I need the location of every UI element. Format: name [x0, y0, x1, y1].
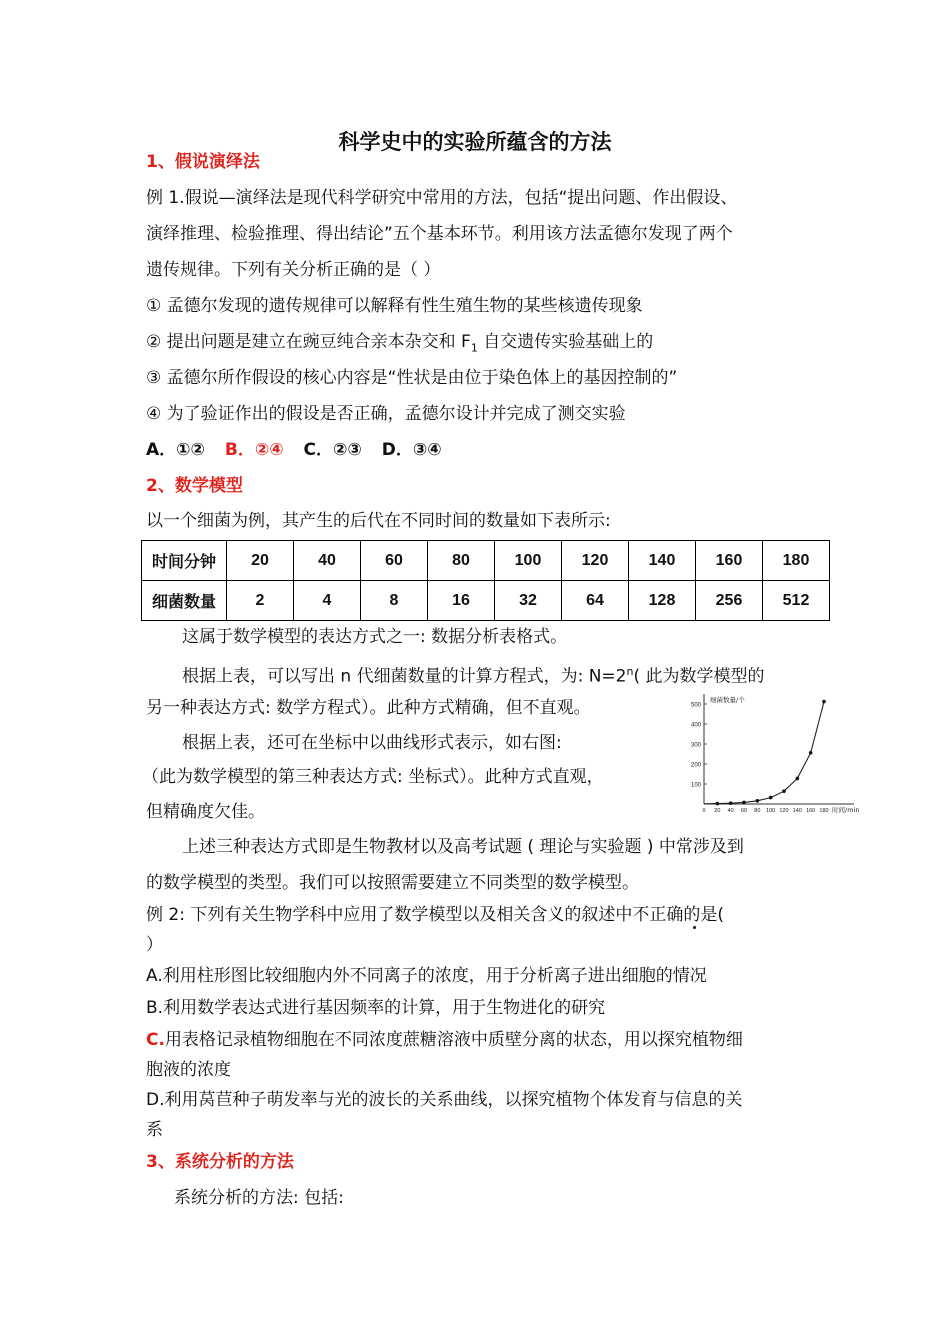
table-cell: 60	[361, 541, 428, 581]
option-d-line2: 系	[146, 1120, 163, 1140]
table-row-label: 时间分钟	[142, 541, 227, 581]
example1-line2: 演绎推理、检验推理、得出结论”五个基本环节。利用该方法孟德尔发现了两个	[146, 224, 733, 244]
option-c	[146, 1028, 743, 1052]
option-b: B.利用数学表达式进行基因频率的计算，用于生物进化的研究	[146, 998, 606, 1018]
table-cell: 120	[562, 541, 629, 581]
example2-stem-b: 正确的是(	[649, 905, 724, 925]
x-tick-label: 120	[779, 808, 789, 814]
section3-heading: 3、系统分析的方法	[146, 1152, 294, 1172]
statement-2-text-a: ② 提出问题是建立在豌豆纯合亲本杂交和 F	[146, 332, 471, 352]
growth-curve	[704, 702, 824, 804]
section3-para: 系统分析的方法: 包括:	[174, 1188, 344, 1208]
option-c-letter: C.	[146, 1030, 165, 1050]
statement-3: ③ 孟德尔所作假设的核心内容是“性状是由位于染色体上的基因控制的”	[146, 368, 678, 388]
bacteria-table	[141, 540, 830, 621]
table-row	[142, 541, 830, 581]
model-para-4-line2: 的数学模型的类型。我们可以按照需要建立不同类型的数学模型。	[146, 873, 639, 893]
data-point	[756, 799, 760, 803]
model-para-2-b: ( 此为数学模型的	[633, 666, 765, 687]
table-cell: 128	[629, 581, 696, 621]
table-cell: 2	[227, 581, 294, 621]
statement-1: ① 孟德尔发现的遗传规律可以解释有性生殖生物的某些核遗传现象	[146, 296, 643, 316]
statement-2-text-b: 自交遗传实验基础上的	[477, 332, 654, 352]
example1-line1: 例 1.假说—演绎法是现代科学研究中常用的方法，包括“提出问题、作出假设、	[146, 188, 738, 208]
answer-options	[146, 438, 442, 462]
y-axis-label: 细菌数量/个	[710, 696, 745, 704]
section1-heading: 1、假说演绎法	[146, 152, 260, 172]
x-tick-label: 0	[702, 808, 706, 814]
data-point	[716, 802, 720, 806]
data-point	[796, 777, 800, 781]
answer-b: B．②④	[224, 440, 284, 460]
x-tick-label: 180	[819, 808, 829, 814]
data-point	[729, 801, 733, 805]
y-tick-label: 200	[690, 762, 701, 769]
table-row-label: 细菌数量	[142, 581, 227, 621]
table-cell: 160	[696, 541, 763, 581]
model-para-3-line2: （此为数学模型的第三种表达方式: 坐标式）。此种方式直观，	[142, 767, 604, 787]
x-tick-label: 160	[806, 808, 816, 814]
option-a: A.利用柱形图比较细胞内外不同离子的浓度，用于分析离子进出细胞的情况	[146, 966, 707, 986]
table-cell: 100	[495, 541, 562, 581]
y-tick-label: 500	[690, 702, 701, 709]
model-para-3-line3: 但精确度欠佳。	[146, 802, 265, 822]
table-cell: 64	[562, 581, 629, 621]
data-point	[742, 801, 746, 805]
data-point	[769, 796, 773, 800]
x-tick-label: 20	[714, 808, 721, 814]
model-para-2-a: 根据上表，可以写出 n 代细菌数量的计算方程式，为: N=2	[182, 666, 627, 687]
x-tick-label: 60	[740, 808, 748, 814]
section2-intro: 以一个细菌为例，其产生的后代在不同时间的数量如下表所示:	[146, 511, 611, 531]
table-cell: 4	[294, 581, 361, 621]
table-cell: 8	[361, 581, 428, 621]
table-cell: 40	[294, 541, 361, 581]
example1-line3: 遗传规律。下列有关分析正确的是（ ）	[146, 260, 441, 280]
answer-c: C．②③	[303, 440, 362, 460]
model-para-2-exponent: n	[626, 665, 634, 678]
model-para-4: 上述三种表达方式即是生物教材以及高考试题 ( 理论与实验题 ) 中常涉及到	[182, 837, 744, 857]
table-cell: 80	[428, 541, 495, 581]
model-para-2	[182, 660, 765, 689]
option-c-text: 用表格记录植物细胞在不同浓度蔗糖溶液中质壁分离的状态，用以探究植物细	[164, 1030, 743, 1050]
y-tick-label: 400	[690, 722, 701, 729]
data-point	[782, 789, 786, 793]
option-c-line2: 胞液的浓度	[146, 1060, 231, 1080]
table-cell: 512	[763, 581, 830, 621]
statement-2-subscript: 1	[470, 341, 478, 355]
model-para-2-line2: 另一种表达方式: 数学方程式）。此种方式精确，但不直观。	[146, 698, 591, 718]
example2-stem-a: 例 2: 下列有关生物学科中应用了数学模型以及相关含义的叙述中	[146, 905, 633, 925]
page-title: 科学史中的实验所蕴含的方法	[338, 130, 612, 154]
model-para-1: 这属于数学模型的表达方式之一: 数据分析表格式。	[182, 627, 568, 647]
answer-d: D．③④	[381, 440, 442, 460]
x-tick-label: 100	[766, 808, 776, 814]
bacteria-growth-chart	[684, 694, 864, 822]
table-cell: 20	[227, 541, 294, 581]
statement-4: ④ 为了验证作出的假设是否正确，孟德尔设计并完成了测交实验	[146, 404, 626, 424]
table-cell: 16	[428, 581, 495, 621]
answer-a: A．①②	[146, 440, 205, 460]
table-row	[142, 581, 830, 621]
y-tick-label: 100	[690, 782, 701, 789]
table-cell: 140	[629, 541, 696, 581]
statement-2	[146, 330, 653, 360]
table-cell: 256	[696, 581, 763, 621]
example2-emphasis-not: 不	[632, 905, 650, 925]
x-tick-label: 40	[727, 808, 734, 814]
y-tick-label: 300	[690, 742, 701, 749]
table-cell: 32	[495, 581, 562, 621]
x-axis-label: 时间/min	[832, 806, 860, 814]
x-tick-label: 80	[754, 808, 761, 814]
example2-stem	[146, 903, 724, 927]
model-para-3: 根据上表，还可在坐标中以曲线形式表示，如右图:	[182, 733, 562, 753]
data-point	[822, 700, 826, 704]
data-point	[809, 751, 813, 755]
table-cell: 180	[763, 541, 830, 581]
emphasis-dot	[693, 926, 696, 929]
example2-stem-line2: ）	[146, 935, 163, 955]
option-d: D.利用莴苣种子萌发率与光的波长的关系曲线，以探究植物个体发育与信息的关	[146, 1090, 743, 1110]
section2-heading: 2、数学模型	[146, 476, 243, 496]
x-tick-label: 140	[792, 808, 802, 814]
